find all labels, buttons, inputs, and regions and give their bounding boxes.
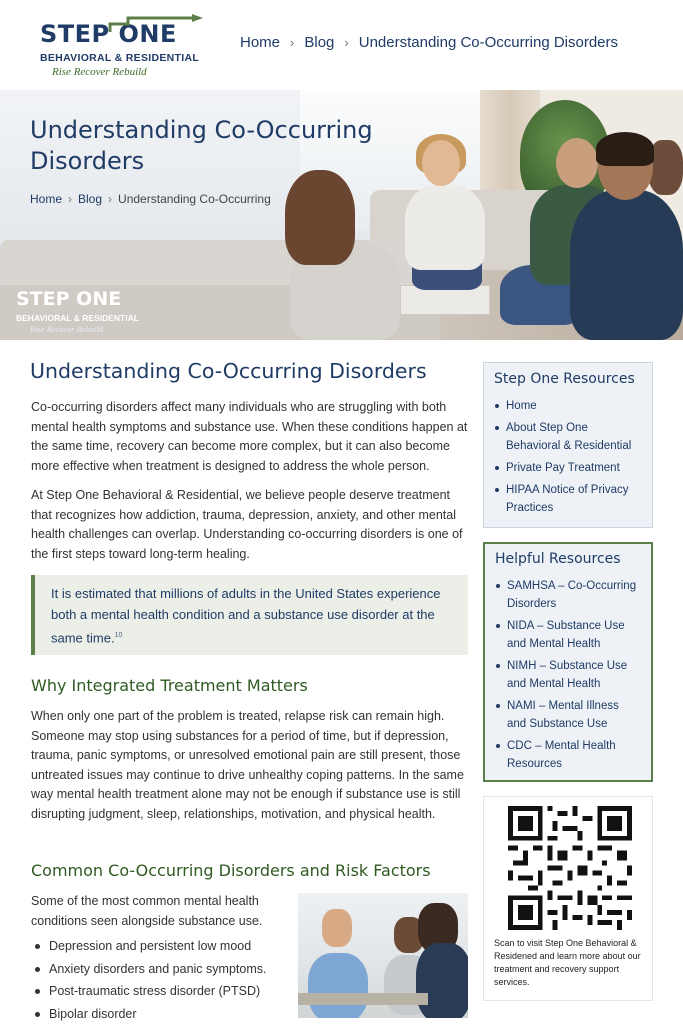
list-item: Post-traumatic stress disorder (PTSD) xyxy=(33,980,293,1003)
article-title: Understanding Co-Occurring Disorders xyxy=(30,359,427,383)
hero-logo-wordmark: STEP ONE xyxy=(16,288,122,310)
citation-ref[interactable]: 10 xyxy=(114,632,123,639)
list-item: Depression and persistent low mood xyxy=(33,935,293,958)
list-item: Anxiety disorders and panic symptoms. xyxy=(33,958,293,981)
sidebar-link-home[interactable]: Home xyxy=(494,397,642,415)
hero-person xyxy=(570,190,683,340)
logo-subtitle: BEHAVIORAL & RESIDENTIAL xyxy=(40,52,200,64)
logo-wordmark: STEP ONE xyxy=(40,20,177,48)
hero-person xyxy=(285,170,355,265)
chevron-right-icon: › xyxy=(68,192,73,206)
article-paragraph: Some of the most common mental health conditions seen alongside substance use. xyxy=(31,894,263,928)
site-header xyxy=(0,0,683,90)
qr-caption: Scan to visit Step One Behavioral & Residened and learn more about our treatment and recovery support services. xyxy=(494,938,641,987)
sidebar-link-nimh[interactable]: NIMH – Substance Use and Mental Health xyxy=(495,657,641,693)
hero-logo xyxy=(16,288,146,336)
article-paragraph: Co-occurring disorders affect many individuals who are struggling with both mental health symptoms and substance use. When these conditions happen at the same time, recovery can become more complex, but it can also become more effective when treatment is designed to address the whole person. xyxy=(31,400,468,473)
helpful-resources-box xyxy=(483,542,653,782)
hero-logo-subtitle: BEHAVIORAL & RESIDENTIAL xyxy=(16,313,139,323)
hero-banner xyxy=(0,90,683,340)
article-paragraph: When only one part of the problem is treated, relapse risk can remain high. Someone may stop using substances for a period of time, but if depression, trauma, panic symptoms, or unresolved emotional pain are still present, those untreated issues may continue to drive unhealthy coping patterns. In the same way mental health treatment alone may not be enough if substance use is still disrupting judgment, sleep, relationships, motivation, and physical health. xyxy=(31,709,464,821)
site-logo[interactable] xyxy=(38,10,208,82)
qr-code-card xyxy=(483,796,653,1001)
hero-logo-tagline: Rise Recover Rebuild xyxy=(30,324,104,334)
sidebar-link-hipaa[interactable]: HIPAA Notice of Privacy Practices xyxy=(494,481,642,517)
section-heading: Why Integrated Treatment Matters xyxy=(31,676,308,695)
list-item: Bipolar disorder xyxy=(33,1003,293,1024)
sidebar-heading: Helpful Resources xyxy=(495,551,621,567)
hero-crumb-blog-link[interactable]: Blog xyxy=(78,192,103,206)
topnav-home-link[interactable]: Home xyxy=(240,34,281,51)
sidebar-link-private-pay[interactable]: Private Pay Treatment xyxy=(494,459,642,477)
hero-title-line: Understanding Co-Occurring xyxy=(30,116,373,144)
photo-person xyxy=(308,953,368,1018)
hero-breadcrumb xyxy=(30,192,271,206)
chevron-right-icon: › xyxy=(290,35,295,50)
sidebar-link-nida[interactable]: NIDA – Substance Use and Mental Health xyxy=(495,617,641,653)
hero-crumb-current: Understanding Co-Occurring xyxy=(118,192,271,206)
qr-code-icon[interactable] xyxy=(508,806,632,930)
sidebar-link-nami[interactable]: NAMI – Mental Illness and Substance Use xyxy=(495,697,641,733)
hero-person xyxy=(556,138,598,188)
sidebar-heading: Step One Resources xyxy=(494,371,635,387)
therapy-session-photo xyxy=(298,893,468,1018)
logo-arrow-icon xyxy=(108,14,208,34)
sidebar-link-about[interactable]: About Step One Behavioral & Residential xyxy=(494,419,642,455)
logo-tagline: Rise Recover Rebuild xyxy=(52,66,147,78)
chevron-right-icon: › xyxy=(344,35,349,50)
callout-text: It is estimated that millions of adults in the United States experience both a mental health condition and a substance use disorder at the same time. xyxy=(51,586,441,646)
photo-person xyxy=(416,943,468,1018)
top-breadcrumb xyxy=(240,34,618,51)
chevron-right-icon: › xyxy=(108,192,113,206)
hero-person xyxy=(422,140,460,186)
conditions-list xyxy=(33,935,293,1024)
sidebar-link-cdc[interactable]: CDC – Mental Health Resources xyxy=(495,737,641,773)
hero-crumb-home-link[interactable]: Home xyxy=(30,192,63,206)
sidebar-link-samhsa[interactable]: SAMHSA – Co-Occurring Disorders xyxy=(495,577,641,613)
topnav-blog-link[interactable]: Blog xyxy=(304,34,335,51)
hero-person xyxy=(596,132,654,166)
section-heading: Common Co-Occurring Disorders and Risk Factors xyxy=(31,861,431,880)
photo-table xyxy=(298,993,428,1005)
hero-title xyxy=(30,115,373,177)
article-paragraph: At Step One Behavioral & Residential, we believe people deserve treatment that recognizes how addiction, trauma, depression, anxiety, and other mental health challenges can overlap. Understanding co-occurring disorders is one of the first steps toward long-term healing. xyxy=(31,488,463,561)
hero-title-line: Disorders xyxy=(30,147,145,175)
photo-person xyxy=(322,909,352,947)
topnav-current: Understanding Co-Occurring Disorders xyxy=(358,34,619,51)
step-one-resources-box xyxy=(483,362,653,528)
hero-person xyxy=(405,185,485,270)
statistic-callout xyxy=(31,575,468,655)
